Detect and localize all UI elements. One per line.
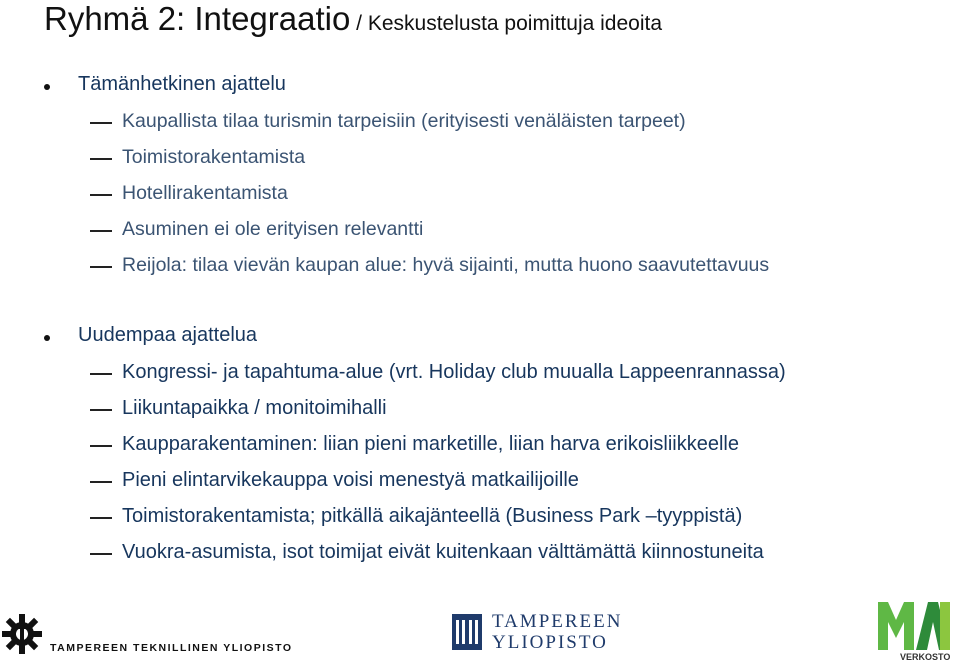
dash-icon	[90, 194, 112, 196]
list-item	[44, 250, 944, 286]
list-item-text: Kaupparakentaminen: liian pieni marketille, liian harva erikoisliikkeelle	[122, 433, 739, 455]
list-item	[44, 465, 944, 501]
uta-name-line1: TAMPEREEN	[492, 611, 623, 632]
dash-icon	[90, 481, 112, 483]
gear-icon	[0, 612, 44, 656]
tut-logo	[0, 612, 293, 661]
list-item-text: Toimistorakentamista; pitkällä aikajänteellä (Business Park –tyyppistä)	[122, 505, 743, 527]
section-newer-thinking	[44, 321, 944, 573]
uta-logo	[452, 611, 623, 655]
list-item	[44, 537, 944, 573]
list-item	[44, 429, 944, 465]
slide-title	[44, 0, 662, 38]
uta-name-line2: YLIOPISTO	[492, 632, 608, 653]
tut-name: TAMPEREEN TEKNILLINEN YLIOPISTO	[50, 642, 293, 654]
mal-logo-icon	[876, 598, 956, 658]
footer-logos	[0, 598, 960, 667]
list-item-text: Hotellirakentamista	[122, 182, 288, 204]
dash-icon	[90, 122, 112, 124]
section-heading: Uudempaa ajattelua	[78, 324, 258, 346]
list-item	[44, 393, 944, 429]
dash-icon	[90, 373, 112, 375]
list-item-text: Liikuntapaikka / monitoimihalli	[122, 397, 387, 419]
bullet-heading	[44, 321, 944, 357]
list-item-text: Toimistorakentamista	[122, 146, 306, 168]
university-emblem-icon	[452, 614, 482, 650]
list-item-text: Pieni elintarvikekauppa voisi menestyä matkailijoille	[122, 469, 579, 491]
dash-icon	[90, 517, 112, 519]
list-item-text: Reijola: tilaa vievän kaupan alue: hyvä sijainti, mutta huono saavutettavuus	[122, 254, 770, 276]
dash-icon	[90, 409, 112, 411]
title-main: Ryhmä 2: Integraatio	[44, 0, 351, 37]
dash-icon	[90, 230, 112, 232]
section-current-thinking	[44, 70, 944, 286]
bullet-heading	[44, 70, 944, 106]
list-item	[44, 142, 944, 178]
list-item	[44, 178, 944, 214]
title-subtitle: / Keskustelusta poimittuja ideoita	[350, 12, 663, 35]
list-item	[44, 106, 944, 142]
dash-icon	[90, 445, 112, 447]
list-item	[44, 357, 944, 393]
bullet-dot-icon	[44, 335, 50, 341]
list-item-text: Kongressi- ja tapahtuma-alue (vrt. Holiday club muualla Lappeenrannassa)	[122, 361, 786, 383]
mal-logo	[876, 598, 956, 663]
list-item-text: Asuminen ei ole erityisen relevantti	[122, 218, 424, 240]
list-item	[44, 214, 944, 250]
list-item-text: Vuokra-asumista, isot toimijat eivät kuitenkaan välttämättä kiinnostuneita	[122, 541, 764, 563]
dash-icon	[90, 266, 112, 268]
dash-icon	[90, 553, 112, 555]
list-item	[44, 501, 944, 537]
list-item-text: Kaupallista tilaa turismin tarpeisiin (erityisesti venäläisten tarpeet)	[122, 110, 686, 132]
section-heading: Tämänhetkinen ajattelu	[78, 73, 286, 95]
bullet-dot-icon	[44, 84, 50, 90]
mal-name: VERKOSTO	[900, 652, 951, 662]
dash-icon	[90, 158, 112, 160]
